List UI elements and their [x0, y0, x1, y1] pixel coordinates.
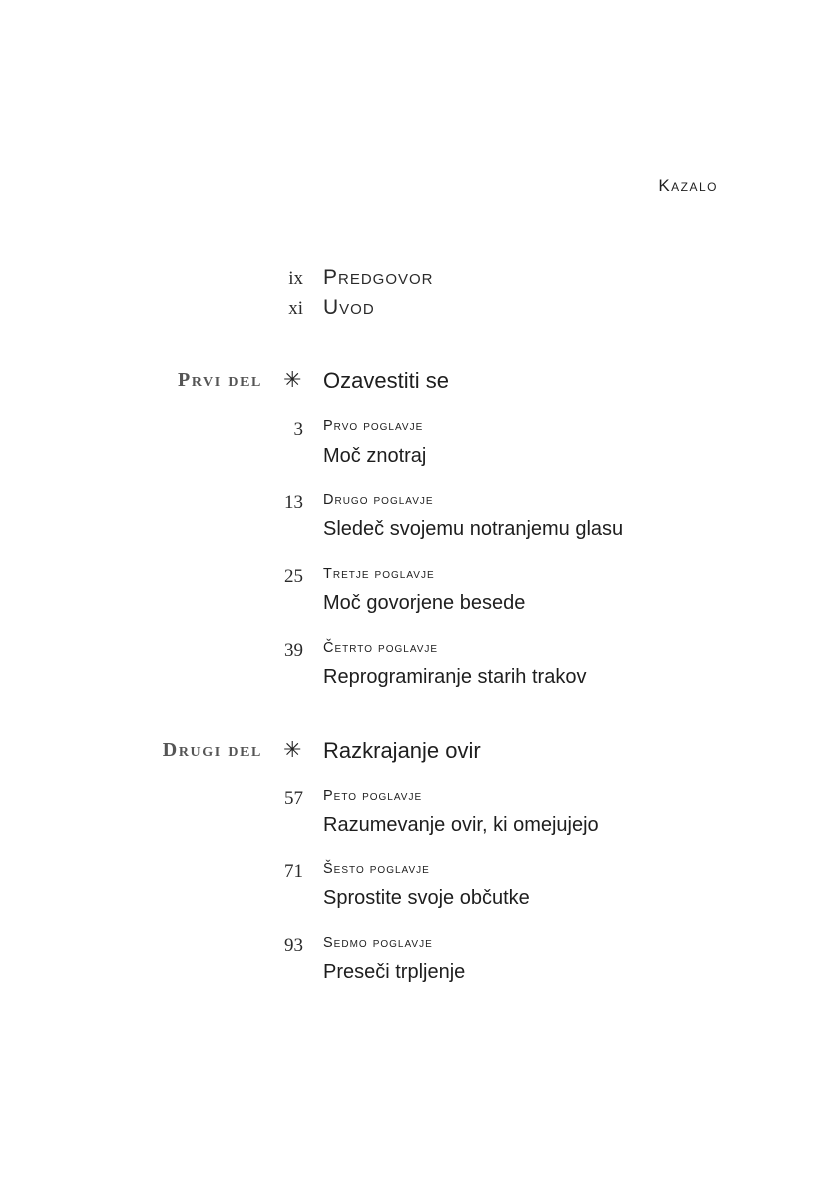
part-title: Razkrajanje ovir: [323, 738, 481, 763]
toc-page-number: xi: [288, 298, 303, 319]
chapter-label: Šesto poglavje: [323, 861, 430, 877]
chapter-title: Sprostite svoje občutke: [323, 887, 530, 909]
chapter-page-number: 39: [284, 640, 303, 661]
page-title: Kazalo: [658, 176, 718, 195]
chapter-page-number: 25: [284, 566, 303, 587]
part-title: Ozavestiti se: [323, 368, 449, 393]
chapter-title: Sledeč svojemu notranjemu glasu: [323, 518, 624, 540]
chapter-label: Peto poglavje: [323, 788, 423, 804]
chapter-page-number: 3: [293, 419, 303, 440]
chapter-label: Drugo poglavje: [323, 492, 434, 508]
chapter-label: Četrto poglavje: [323, 640, 439, 656]
chapter-title: Moč govorjene besede: [323, 592, 526, 614]
chapter-page-number: 71: [284, 861, 303, 882]
toc-entry-title: Uvod: [323, 296, 375, 319]
chapter-label: Sedmo poglavje: [323, 935, 433, 951]
star-ornament-icon: ✳: [283, 737, 302, 762]
chapter-title: Preseči trpljenje: [323, 961, 466, 983]
chapter-page-number: 57: [284, 788, 303, 809]
part-label: Prvi del: [178, 369, 262, 391]
chapter-page-number: 93: [284, 935, 303, 956]
chapter-label: Tretje poglavje: [323, 566, 435, 582]
chapter-page-number: 13: [284, 492, 303, 513]
chapter-title: Moč znotraj: [323, 445, 427, 467]
toc-page-number: ix: [288, 268, 303, 289]
part-label: Drugi del: [162, 739, 262, 761]
chapter-label: Prvo poglavje: [323, 418, 424, 434]
chapter-title: Reprogramiranje starih trakov: [323, 666, 587, 688]
star-ornament-icon: ✳: [283, 367, 302, 392]
chapter-title: Razumevanje ovir, ki omejujejo: [323, 814, 599, 836]
toc-entry-title: Predgovor: [323, 266, 434, 289]
